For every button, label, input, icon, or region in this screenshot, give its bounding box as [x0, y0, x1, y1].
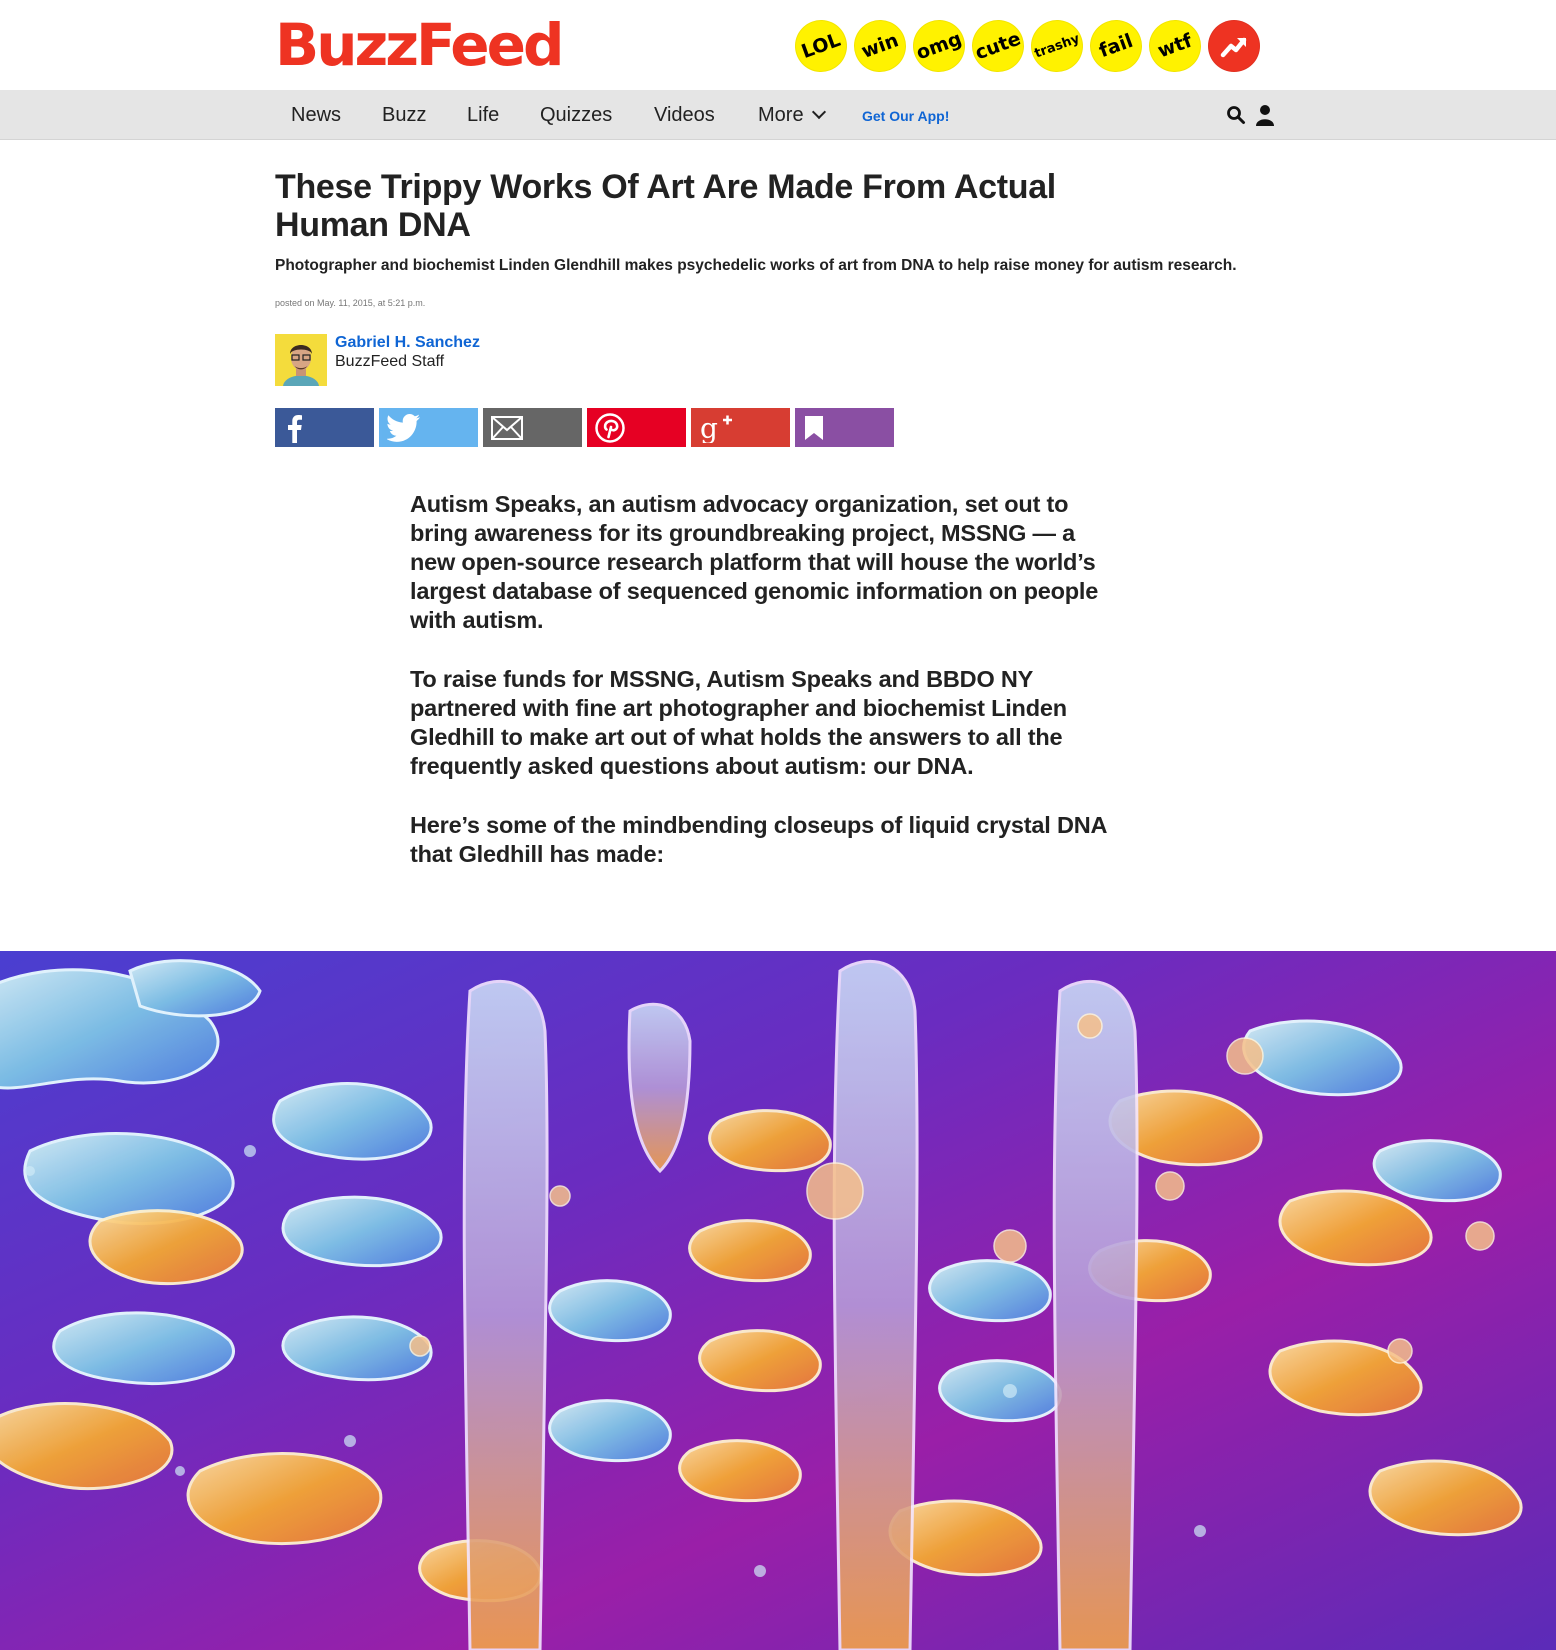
- author-role: BuzzFeed Staff: [335, 353, 445, 370]
- pinterest-icon: [595, 413, 625, 443]
- dna-art-graphic: [0, 951, 1556, 1650]
- share-bookmark-button[interactable]: [795, 408, 894, 447]
- google-plus-icon: [699, 413, 735, 443]
- user-icon[interactable]: [1256, 104, 1274, 126]
- reaction-badges: [795, 20, 1260, 72]
- trending-badge[interactable]: [1208, 20, 1260, 72]
- dna-art-image: [0, 951, 1556, 1650]
- badge-omg[interactable]: omg: [906, 13, 973, 80]
- nav-more-label: More: [758, 104, 804, 126]
- share-facebook-button[interactable]: [275, 408, 374, 447]
- chevron-down-icon: [812, 105, 826, 119]
- share-google-plus-button[interactable]: [691, 408, 790, 447]
- author-avatar[interactable]: [275, 334, 327, 386]
- share-twitter-button[interactable]: [379, 408, 478, 447]
- share-pinterest-button[interactable]: [587, 408, 686, 447]
- nav-news[interactable]: News: [291, 104, 342, 126]
- badge-lol[interactable]: LOL: [788, 13, 855, 80]
- nav-quizzes[interactable]: Quizzes: [540, 104, 613, 126]
- badge-wtf[interactable]: wtf: [1142, 13, 1209, 80]
- nav-buzz[interactable]: Buzz: [382, 104, 427, 126]
- bookmark-icon: [803, 415, 825, 441]
- posted-date: posted on May. 11, 2015, at 5:21 p.m.: [275, 298, 426, 308]
- author-name[interactable]: Gabriel H. Sanchez: [335, 334, 480, 351]
- get-app-link[interactable]: Get Our App!: [862, 108, 950, 124]
- share-bar: [275, 408, 894, 447]
- email-icon: [491, 416, 523, 440]
- article-subtitle: Photographer and biochemist Linden Glendhill makes psychedelic works of art from DNA to help raise money for autism research.: [275, 257, 1237, 274]
- trending-icon: [1219, 31, 1249, 61]
- twitter-icon: [387, 414, 421, 442]
- svg-text:g: g: [700, 412, 718, 443]
- search-icon[interactable]: [1226, 105, 1246, 125]
- badge-fail[interactable]: fail: [1083, 13, 1150, 80]
- nav-icons: [1226, 104, 1274, 126]
- buzzfeed-logo[interactable]: BuzzFeed: [275, 11, 562, 79]
- article-title: These Trippy Works Of Art Are Made From Actual Human DNA: [275, 168, 1056, 244]
- article-paragraph-2: To raise funds for MSSNG, Autism Speaks and BBDO NY partnered with fine art photographer and biochemist Linden Gledhill to make art out of what holds the answers to all the frequently asked questions about autism: our DNA.: [410, 666, 1067, 779]
- avatar-image: [275, 334, 327, 386]
- share-email-button[interactable]: [483, 408, 582, 447]
- badge-win[interactable]: win: [847, 13, 914, 80]
- nav-more[interactable]: [758, 103, 824, 127]
- badge-cute[interactable]: cute: [965, 13, 1032, 80]
- facebook-icon: [283, 413, 305, 443]
- main-nav: [0, 90, 1556, 140]
- badge-trashy[interactable]: trashy: [1024, 13, 1091, 80]
- article-paragraph-1: Autism Speaks, an autism advocacy organization, set out to bring awareness for its groundbreaking project, MSSNG — a new open-source research platform that will house the world’s largest database of sequenced genomic information on people with autism.: [410, 491, 1099, 633]
- site-header: [0, 0, 1556, 90]
- nav-videos[interactable]: Videos: [654, 104, 715, 126]
- article-paragraph-3: Here’s some of the mindbending closeups of liquid crystal DNA that Gledhill has made:: [410, 812, 1107, 867]
- nav-life[interactable]: Life: [467, 104, 500, 126]
